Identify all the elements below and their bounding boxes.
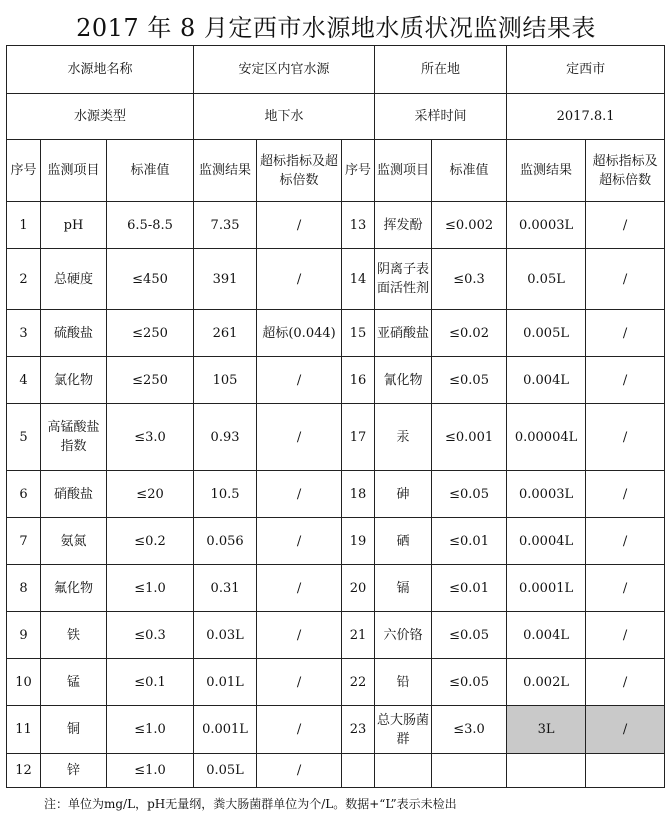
right-result-cell: 0.05L [507, 249, 586, 310]
right-exceed-cell: / [586, 357, 665, 404]
right-no-cell: 15 [342, 310, 375, 357]
left-result-cell: 10.5 [194, 471, 257, 518]
left-item-cell: 总硬度 [41, 249, 107, 310]
source-name-value: 安定区内官水源 [194, 46, 375, 94]
right-standard-cell: ≤0.05 [432, 357, 507, 404]
right-result-cell: 0.0003L [507, 202, 586, 249]
right-result-cell: 0.002L [507, 659, 586, 706]
right-exceed-cell: / [586, 518, 665, 565]
left-item-cell: 铜 [41, 706, 107, 754]
right-exceed-cell: / [586, 565, 665, 612]
left-result-cell: 0.01L [194, 659, 257, 706]
right-no-cell: 18 [342, 471, 375, 518]
header-item-right: 监测项目 [375, 140, 432, 202]
table-row [7, 404, 665, 471]
left-standard-cell: ≤0.1 [107, 659, 194, 706]
left-item-cell: 铁 [41, 612, 107, 659]
header-item: 监测项目 [41, 140, 107, 202]
right-exceed-cell: / [586, 612, 665, 659]
table-row [7, 518, 665, 565]
table-row [7, 357, 665, 404]
table-row [7, 249, 665, 310]
right-exceed-cell: / [586, 706, 665, 754]
left-no-cell: 5 [7, 404, 41, 471]
left-standard-cell: 6.5-8.5 [107, 202, 194, 249]
left-exceed-cell: / [257, 357, 342, 404]
page-title: 2017 年 8 月定西市水源地水质状况监测结果表 [76, 14, 596, 42]
right-standard-cell: ≤0.02 [432, 310, 507, 357]
right-item-cell: 氰化物 [375, 357, 432, 404]
left-item-cell: 硫酸盐 [41, 310, 107, 357]
right-standard-cell: ≤0.01 [432, 518, 507, 565]
header-no: 序号 [7, 140, 41, 202]
right-exceed-cell: / [586, 202, 665, 249]
right-result-cell: 3L [507, 706, 586, 754]
right-item-cell: 总大肠菌群 [375, 706, 432, 754]
left-standard-cell: ≤0.3 [107, 612, 194, 659]
left-result-cell: 261 [194, 310, 257, 357]
right-no-cell: 22 [342, 659, 375, 706]
left-standard-cell: ≤0.2 [107, 518, 194, 565]
right-exceed-cell: / [586, 404, 665, 471]
right-result-cell: 0.0004L [507, 518, 586, 565]
footnote: 注：单位为mg/L，pH无量纲，粪大肠菌群单位为个/L。数据+“L”表示未检出 [44, 797, 457, 811]
right-result-cell: 0.004L [507, 612, 586, 659]
left-exceed-cell: / [257, 706, 342, 754]
table-row [7, 612, 665, 659]
right-item-cell: 铅 [375, 659, 432, 706]
left-exceed-cell: 超标(0.044) [257, 310, 342, 357]
right-result-cell: 0.005L [507, 310, 586, 357]
table-row [7, 706, 665, 754]
table-row [7, 565, 665, 612]
left-standard-cell: ≤1.0 [107, 565, 194, 612]
right-standard-cell: ≤0.01 [432, 565, 507, 612]
right-item-cell: 亚硝酸盐 [375, 310, 432, 357]
info-row-2 [7, 94, 665, 140]
left-result-cell: 105 [194, 357, 257, 404]
right-no-cell: 23 [342, 706, 375, 754]
right-standard-cell: ≤0.002 [432, 202, 507, 249]
table-row [7, 202, 665, 249]
header-no-right: 序号 [342, 140, 375, 202]
right-no-cell: 19 [342, 518, 375, 565]
left-standard-cell: ≤20 [107, 471, 194, 518]
right-result-cell [507, 754, 586, 788]
header-standard: 标准值 [107, 140, 194, 202]
left-no-cell: 9 [7, 612, 41, 659]
left-exceed-cell: / [257, 471, 342, 518]
left-no-cell: 8 [7, 565, 41, 612]
left-item-cell: 氯化物 [41, 357, 107, 404]
left-standard-cell: ≤250 [107, 310, 194, 357]
left-no-cell: 3 [7, 310, 41, 357]
left-item-cell: 锰 [41, 659, 107, 706]
header-standard-right: 标准值 [432, 140, 507, 202]
left-exceed-cell: / [257, 659, 342, 706]
left-item-cell: 氟化物 [41, 565, 107, 612]
table-row [7, 754, 665, 788]
source-type-label: 水源类型 [7, 94, 194, 140]
header-result: 监测结果 [194, 140, 257, 202]
table-row [7, 471, 665, 518]
left-exceed-cell: / [257, 202, 342, 249]
left-no-cell: 1 [7, 202, 41, 249]
right-exceed-cell: / [586, 659, 665, 706]
left-no-cell: 12 [7, 754, 41, 788]
source-name-label: 水源地名称 [7, 46, 194, 94]
right-result-cell: 0.0003L [507, 471, 586, 518]
sample-time-label: 采样时间 [375, 94, 507, 140]
right-no-cell: 21 [342, 612, 375, 659]
right-standard-cell: ≤0.05 [432, 612, 507, 659]
left-result-cell: 0.31 [194, 565, 257, 612]
right-item-cell: 镉 [375, 565, 432, 612]
left-result-cell: 0.93 [194, 404, 257, 471]
right-no-cell: 20 [342, 565, 375, 612]
right-result-cell: 0.00004L [507, 404, 586, 471]
left-standard-cell: ≤3.0 [107, 404, 194, 471]
right-standard-cell: ≤0.3 [432, 249, 507, 310]
left-no-cell: 2 [7, 249, 41, 310]
left-standard-cell: ≤1.0 [107, 754, 194, 788]
left-exceed-cell: / [257, 612, 342, 659]
left-item-cell: 锌 [41, 754, 107, 788]
left-no-cell: 10 [7, 659, 41, 706]
right-standard-cell: ≤3.0 [432, 706, 507, 754]
right-exceed-cell: / [586, 471, 665, 518]
left-item-cell: 高锰酸盐指数 [41, 404, 107, 471]
location-label: 所在地 [375, 46, 507, 94]
info-row-1 [7, 46, 665, 94]
table-row [7, 659, 665, 706]
left-result-cell: 0.03L [194, 612, 257, 659]
left-item-cell: pH [41, 202, 107, 249]
right-item-cell: 六价铬 [375, 612, 432, 659]
right-no-cell: 16 [342, 357, 375, 404]
right-item-cell: 硒 [375, 518, 432, 565]
right-item-cell: 汞 [375, 404, 432, 471]
left-item-cell: 硝酸盐 [41, 471, 107, 518]
left-exceed-cell: / [257, 518, 342, 565]
right-standard-cell: ≤0.05 [432, 471, 507, 518]
header-exceed: 超标指标及超标倍数 [257, 140, 342, 202]
left-result-cell: 0.001L [194, 706, 257, 754]
location-value: 定西市 [507, 46, 665, 94]
left-exceed-cell: / [257, 249, 342, 310]
right-item-cell [375, 754, 432, 788]
table-row [7, 310, 665, 357]
right-standard-cell: ≤0.05 [432, 659, 507, 706]
left-exceed-cell: / [257, 404, 342, 471]
left-exceed-cell: / [257, 754, 342, 788]
right-no-cell: 13 [342, 202, 375, 249]
left-standard-cell: ≤450 [107, 249, 194, 310]
header-result-right: 监测结果 [507, 140, 586, 202]
source-type-value: 地下水 [194, 94, 375, 140]
right-no-cell [342, 754, 375, 788]
left-standard-cell: ≤250 [107, 357, 194, 404]
right-result-cell: 0.004L [507, 357, 586, 404]
sample-time-value: 2017.8.1 [507, 94, 665, 140]
left-no-cell: 11 [7, 706, 41, 754]
left-result-cell: 391 [194, 249, 257, 310]
left-item-cell: 氨氮 [41, 518, 107, 565]
right-standard-cell: ≤0.001 [432, 404, 507, 471]
left-no-cell: 6 [7, 471, 41, 518]
right-item-cell: 砷 [375, 471, 432, 518]
header-exceed-right: 超标指标及超标倍数 [586, 140, 665, 202]
right-result-cell: 0.0001L [507, 565, 586, 612]
right-exceed-cell: / [586, 249, 665, 310]
left-result-cell: 7.35 [194, 202, 257, 249]
right-standard-cell [432, 754, 507, 788]
right-item-cell: 阴离子表面活性剂 [375, 249, 432, 310]
left-no-cell: 7 [7, 518, 41, 565]
left-standard-cell: ≤1.0 [107, 706, 194, 754]
results-table [6, 45, 665, 788]
header-row [7, 140, 665, 202]
left-result-cell: 0.05L [194, 754, 257, 788]
left-result-cell: 0.056 [194, 518, 257, 565]
left-no-cell: 4 [7, 357, 41, 404]
right-no-cell: 17 [342, 404, 375, 471]
right-item-cell: 挥发酚 [375, 202, 432, 249]
right-no-cell: 14 [342, 249, 375, 310]
right-exceed-cell [586, 754, 665, 788]
left-exceed-cell: / [257, 565, 342, 612]
right-exceed-cell: / [586, 310, 665, 357]
